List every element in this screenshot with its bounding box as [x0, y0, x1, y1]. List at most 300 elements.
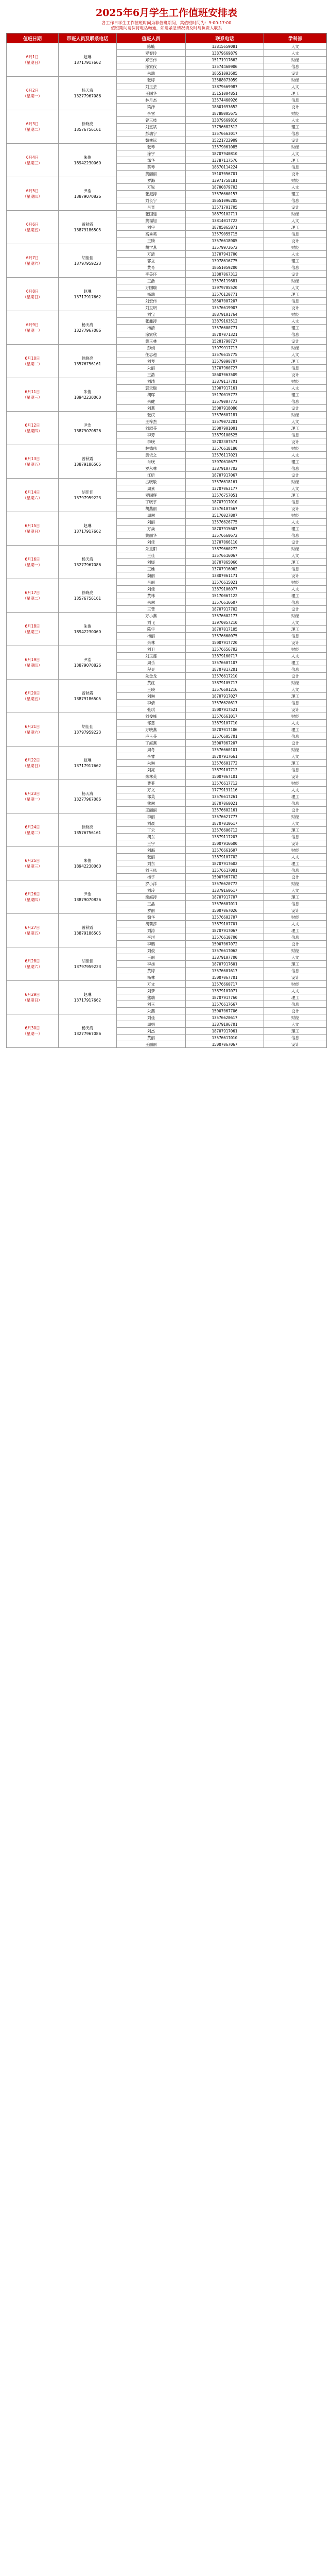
duty-date-cell	[7, 546, 59, 579]
staff-phone: 18601093652	[186, 104, 264, 110]
duty-leader-cell	[59, 914, 117, 947]
staff-name: 占晓敏	[117, 479, 186, 485]
staff-phone: 13907917161	[186, 385, 264, 392]
staff-department: 信息	[264, 432, 327, 438]
leader-name: 赵琳	[83, 758, 92, 762]
staff-name: 蔡琴	[117, 164, 186, 171]
staff-name: 万小燕	[117, 613, 186, 619]
table-row	[7, 278, 327, 284]
staff-department: 信息	[264, 968, 327, 974]
leader-phone: 13277967086	[74, 328, 101, 333]
staff-phone: 13707066110	[186, 539, 264, 546]
duty-leader-cell	[59, 144, 117, 177]
staff-phone: 18707065066	[186, 559, 264, 566]
staff-phone: 18707917702	[186, 606, 264, 613]
staff-phone: 13576620772	[186, 880, 264, 887]
staff-phone: 13576617010	[186, 1035, 264, 1041]
duty-date: 6月7日	[26, 256, 39, 260]
staff-name: 周琳	[117, 512, 186, 519]
staff-name: 朱林	[117, 639, 186, 646]
duty-date: 6月2日	[26, 88, 39, 93]
staff-phone: 13879669987	[186, 83, 264, 90]
staff-department: 设计	[264, 874, 327, 880]
staff-phone: 13576605701	[186, 733, 264, 740]
staff-phone: 13879669879	[186, 50, 264, 57]
staff-name: 王丽丽	[117, 807, 186, 814]
staff-phone: 13787117576	[186, 157, 264, 164]
staff-name: 刘海	[117, 847, 186, 854]
table-row	[7, 77, 327, 83]
staff-name: 朱瑞	[117, 70, 186, 77]
staff-department: 设计	[264, 171, 327, 177]
leader-name: 赵琳	[83, 523, 92, 528]
staff-name: 刘燕	[117, 405, 186, 412]
staff-phone: 13707960727	[186, 365, 264, 371]
staff-name: 周素	[117, 485, 186, 492]
header-staff: 值班人员	[117, 33, 186, 43]
staff-name: 卢玉芬	[117, 733, 186, 740]
staff-name: 罗国辉	[117, 492, 186, 499]
leader-name: 曾秋霞	[81, 691, 94, 696]
leader-phone: 13879070826	[74, 194, 101, 199]
duty-date-cell	[7, 144, 59, 177]
staff-phone: 18705065871	[186, 224, 264, 231]
staff-name: 涂家仪	[117, 63, 186, 70]
staff-name: 丁海燕	[117, 740, 186, 747]
duty-weekday: （星期四）	[23, 663, 42, 668]
duty-leader-cell	[59, 880, 117, 914]
duty-date: 6月20日	[25, 691, 40, 696]
staff-name: 王丽	[117, 954, 186, 961]
staff-department: 财经	[264, 1014, 327, 1021]
staff-phone: 15007067026	[186, 907, 264, 914]
staff-department: 理工	[264, 793, 327, 800]
staff-name: 刘宇	[117, 224, 186, 231]
duty-date-cell	[7, 914, 59, 947]
staff-department: 财经	[264, 412, 327, 418]
duty-weekday: （星期五）	[23, 228, 42, 232]
table-row	[7, 445, 327, 452]
staff-name: 刘玉凤	[117, 867, 186, 874]
staff-phone: 13879160617	[186, 887, 264, 894]
duty-date: 6月19日	[25, 657, 40, 662]
staff-name: 陈毓	[117, 43, 186, 50]
leader-phone: 13717917662	[74, 529, 101, 534]
staff-phone: 13879107702	[186, 854, 264, 860]
duty-leader-cell	[59, 713, 117, 747]
duty-leader-cell	[59, 646, 117, 680]
table-body	[7, 43, 327, 1048]
staff-name: 丁晓宇	[117, 499, 186, 505]
duty-date: 6月25日	[25, 858, 40, 863]
staff-name: 刘杰	[117, 1028, 186, 1035]
duty-date-cell	[7, 1014, 59, 1048]
table-row	[7, 780, 327, 787]
staff-department: 设计	[264, 271, 327, 278]
table-row	[7, 713, 327, 720]
staff-name: 王国华	[117, 90, 186, 97]
staff-department: 人文	[264, 988, 327, 994]
table-row	[7, 847, 327, 854]
staff-phone: 15007901001	[186, 425, 264, 432]
staff-name: 魏林远	[117, 137, 186, 144]
staff-name: 刘玉莲	[117, 653, 186, 659]
staff-department: 信息	[264, 398, 327, 405]
staff-name: 朱林英	[117, 773, 186, 780]
staff-name: 王晓	[117, 686, 186, 693]
duty-leader-cell	[59, 546, 117, 579]
staff-phone: 15170067122	[186, 592, 264, 599]
duty-weekday: （星期二）	[23, 127, 42, 132]
leader-phone: 13797959223	[74, 964, 101, 969]
staff-name: 刘晨	[117, 820, 186, 827]
staff-name: 张振涛	[117, 191, 186, 197]
staff-department: 人文	[264, 217, 327, 224]
staff-department: 理工	[264, 994, 327, 1001]
staff-department: 理工	[264, 325, 327, 331]
leader-phone: 13277967086	[74, 94, 101, 98]
duty-date-cell	[7, 880, 59, 914]
staff-phone: 18700879703	[186, 184, 264, 191]
duty-leader-cell	[59, 479, 117, 512]
leader-phone: 13879186505	[74, 462, 101, 467]
staff-department: 信息	[264, 767, 327, 773]
staff-department: 设计	[264, 438, 327, 445]
staff-department: 人文	[264, 519, 327, 526]
duty-leader-cell	[59, 345, 117, 378]
duty-weekday: （星期四）	[23, 429, 42, 433]
staff-phone: 13576617712	[186, 780, 264, 787]
duty-date-cell	[7, 43, 59, 77]
duty-date-cell	[7, 77, 59, 110]
table-row	[7, 546, 327, 552]
staff-name: 黄依之	[117, 452, 186, 459]
leader-name: 杨天海	[81, 557, 94, 562]
staff-name: 王浩	[117, 371, 186, 378]
staff-name: 王丽丽	[117, 1041, 186, 1048]
leader-phone: 13576756161	[74, 596, 101, 601]
staff-name: 王蕾	[117, 606, 186, 613]
duty-date: 6月26日	[25, 892, 40, 896]
duty-date-cell	[7, 479, 59, 512]
table-row	[7, 144, 327, 150]
staff-phone: 15007067702	[186, 874, 264, 880]
staff-name: 肖丽	[117, 579, 186, 586]
staff-phone: 13576617667	[186, 1001, 264, 1008]
duty-date-cell	[7, 713, 59, 747]
duty-weekday: （星期一）	[23, 328, 42, 333]
staff-department: 信息	[264, 834, 327, 840]
duty-date: 6月16日	[25, 557, 40, 562]
duty-weekday: （星期二）	[23, 362, 42, 366]
duty-leader-cell	[59, 412, 117, 445]
staff-name: 朱金龙	[117, 673, 186, 680]
staff-name: 刘卫明	[117, 304, 186, 311]
staff-department: 财经	[264, 77, 327, 83]
staff-phone: 13576607181	[186, 412, 264, 418]
staff-phone: 13576619907	[186, 304, 264, 311]
staff-phone: 18707940810	[186, 150, 264, 157]
staff-department: 财经	[264, 278, 327, 284]
staff-department: 设计	[264, 706, 327, 713]
duty-schedule-table	[6, 33, 327, 1048]
duty-date-cell	[7, 512, 59, 546]
staff-phone: 13879107712	[186, 767, 264, 773]
staff-phone: 18707917601	[186, 961, 264, 968]
staff-phone: 13879105717	[186, 680, 264, 686]
staff-department: 人文	[264, 284, 327, 291]
leader-phone: 13879070826	[74, 663, 101, 668]
staff-name: 周冬	[117, 747, 186, 753]
staff-phone: 13576660101	[186, 747, 264, 753]
staff-department: 设计	[264, 104, 327, 110]
duty-date-cell	[7, 211, 59, 244]
staff-phone: 13879107071	[186, 988, 264, 994]
staff-name: 杨丽	[117, 633, 186, 639]
staff-department: 信息	[264, 566, 327, 572]
staff-name: 彭娟	[117, 345, 186, 351]
table-row	[7, 378, 327, 385]
duty-weekday: （星期二）	[23, 831, 42, 835]
staff-phone: 15151004851	[186, 90, 264, 97]
staff-department: 财经	[264, 177, 327, 184]
leader-name: 赵琳	[83, 992, 92, 997]
staff-name: 朱燕	[117, 1008, 186, 1014]
duty-date: 6月30日	[25, 1026, 40, 1030]
table-row	[7, 311, 327, 318]
duty-date: 6月17日	[25, 590, 40, 595]
duty-weekday: （星期六）	[23, 496, 42, 500]
staff-department: 信息	[264, 532, 327, 539]
staff-department: 理工	[264, 157, 327, 164]
staff-name: 万文	[117, 981, 186, 988]
staff-phone: 13879163512	[186, 318, 264, 325]
staff-phone: 13574460926	[186, 97, 264, 104]
table-row	[7, 680, 327, 686]
staff-department: 人文	[264, 150, 327, 157]
staff-name: 朱琳	[117, 760, 186, 767]
staff-department: 人文	[264, 619, 327, 626]
staff-name: 胡莉莎	[117, 921, 186, 927]
staff-phone: 13576601216	[186, 686, 264, 693]
staff-phone: 18702307571	[186, 438, 264, 445]
staff-name: 王腾	[117, 238, 186, 244]
staff-department: 信息	[264, 666, 327, 673]
staff-name: 李芳	[117, 432, 186, 438]
duty-date-cell	[7, 412, 59, 445]
staff-name: 刘琴	[117, 358, 186, 365]
staff-department: 财经	[264, 479, 327, 485]
staff-phone: 13576618161	[186, 479, 264, 485]
staff-phone: 13579061085	[186, 144, 264, 150]
staff-phone: 13576117021	[186, 452, 264, 459]
staff-department: 理工	[264, 459, 327, 465]
staff-department: 信息	[264, 63, 327, 70]
staff-name: 张庆	[117, 412, 186, 418]
staff-phone: 13879117207	[186, 834, 264, 840]
leader-phone: 13879070826	[74, 429, 101, 433]
table-row	[7, 646, 327, 653]
staff-phone: 13814017722	[186, 217, 264, 224]
staff-department: 理工	[264, 191, 327, 197]
staff-name: 林德伟	[117, 445, 186, 452]
staff-department: 信息	[264, 934, 327, 941]
staff-phone: 13579055715	[186, 231, 264, 238]
duty-date-cell	[7, 613, 59, 646]
leader-phone: 13879070826	[74, 897, 101, 902]
duty-leader-cell	[59, 43, 117, 77]
staff-name: 罗小洋	[117, 880, 186, 887]
leader-name: 胡佳佳	[81, 959, 94, 963]
staff-phone: 18651059200	[186, 264, 264, 271]
table-row	[7, 1014, 327, 1021]
staff-phone: 13879117701	[186, 378, 264, 385]
table-row	[7, 613, 327, 619]
staff-phone: 15007067706	[186, 1008, 264, 1014]
staff-phone: 13576660075	[186, 633, 264, 639]
staff-department: 信息	[264, 599, 327, 606]
staff-phone: 18607007207	[186, 298, 264, 304]
staff-phone: 13807067312	[186, 271, 264, 278]
staff-name: 刘佳	[117, 539, 186, 546]
staff-phone: 13576626775	[186, 519, 264, 526]
duty-leader-cell	[59, 613, 117, 646]
staff-phone: 17779131116	[186, 787, 264, 793]
staff-name: 郑雪伟	[117, 57, 186, 63]
staff-name: 刘宝	[117, 311, 186, 318]
duty-weekday: （星期日）	[23, 998, 42, 1003]
staff-department: 财经	[264, 546, 327, 552]
staff-department: 人文	[264, 787, 327, 793]
staff-department: 理工	[264, 392, 327, 398]
duty-date-cell	[7, 311, 59, 345]
staff-department: 设计	[264, 70, 327, 77]
leader-phone: 13797959223	[74, 261, 101, 266]
duty-leader-cell	[59, 1014, 117, 1048]
leader-phone: 18942230060	[74, 630, 101, 634]
staff-phone: 13879107702	[186, 465, 264, 472]
staff-phone: 18651093605	[186, 70, 264, 77]
staff-name: 黄福旭	[117, 217, 186, 224]
staff-name: 曾三枝	[117, 117, 186, 124]
staff-name: 刘宜斌	[117, 124, 186, 130]
staff-department: 设计	[264, 1008, 327, 1014]
leader-name: 胡佳佳	[81, 490, 94, 495]
staff-name: 郭天瑞	[117, 385, 186, 392]
staff-phone: 13576607107	[186, 659, 264, 666]
staff-phone: 13576615021	[186, 579, 264, 586]
duty-date-cell	[7, 947, 59, 981]
staff-name: 邹华	[117, 157, 186, 164]
staff-phone: 15107056701	[186, 171, 264, 177]
duty-leader-cell	[59, 780, 117, 814]
staff-name: 丁云	[117, 827, 186, 834]
staff-department: 财经	[264, 713, 327, 720]
staff-department: 人文	[264, 318, 327, 325]
staff-phone: 13879106077	[186, 586, 264, 592]
table-row	[7, 814, 327, 820]
staff-name: 刘亮	[117, 767, 186, 773]
staff-name: 胡东	[117, 834, 186, 840]
staff-phone: 15201790727	[186, 338, 264, 345]
staff-phone: 18707917707	[186, 894, 264, 901]
staff-name: 黄奇	[117, 264, 186, 271]
staff-department: 财经	[264, 680, 327, 686]
staff-phone: 13879660272	[186, 546, 264, 552]
staff-department: 人文	[264, 351, 327, 358]
duty-date: 6月18日	[25, 624, 40, 629]
staff-department: 信息	[264, 130, 327, 137]
table-row	[7, 747, 327, 753]
staff-department: 理工	[264, 492, 327, 499]
duty-date-cell	[7, 780, 59, 814]
staff-department: 财经	[264, 914, 327, 921]
leader-phone: 13277967086	[74, 1031, 101, 1036]
staff-department: 信息	[264, 164, 327, 171]
leader-name: 曾秋霞	[81, 222, 94, 227]
staff-department: 财经	[264, 110, 327, 117]
staff-name: 梁泽	[117, 104, 186, 110]
staff-phone: 13971758181	[186, 177, 264, 184]
staff-name: 刘俊	[117, 947, 186, 954]
staff-department: 财经	[264, 311, 327, 318]
staff-phone: 18879101764	[186, 311, 264, 318]
leader-name: 赵琳	[83, 289, 92, 294]
staff-name: 黄玉林	[117, 338, 186, 345]
staff-department: 财经	[264, 345, 327, 351]
staff-phone: 13879106701	[186, 1021, 264, 1028]
staff-phone: 13576660672	[186, 532, 264, 539]
duty-leader-cell	[59, 680, 117, 713]
staff-phone: 13576621777	[186, 814, 264, 820]
duty-leader-cell	[59, 110, 117, 144]
duty-leader-cell	[59, 211, 117, 244]
table-row	[7, 579, 327, 586]
table-row	[7, 345, 327, 351]
staff-department: 理工	[264, 827, 327, 834]
duty-date: 6月4日	[26, 155, 39, 160]
staff-department: 信息	[264, 1035, 327, 1041]
staff-department: 理工	[264, 291, 327, 298]
staff-phone: 13879100525	[186, 432, 264, 438]
staff-name: 李雪	[117, 110, 186, 117]
staff-phone: 13979917713	[186, 345, 264, 351]
staff-department: 设计	[264, 371, 327, 378]
staff-department: 人文	[264, 954, 327, 961]
staff-name: 刘玲	[117, 887, 186, 894]
leader-name: 徐晓亮	[81, 122, 94, 126]
staff-department: 财经	[264, 847, 327, 854]
staff-name: 万焱	[117, 526, 186, 532]
staff-department: 设计	[264, 740, 327, 747]
staff-name: 朱丽	[117, 365, 186, 371]
staff-department: 人文	[264, 753, 327, 760]
staff-name: 曹菲	[117, 780, 186, 787]
duty-date: 6月24日	[25, 825, 40, 829]
duty-leader-cell	[59, 278, 117, 311]
staff-name: 肖奇	[117, 204, 186, 211]
staff-name: 涂家欣	[117, 331, 186, 338]
staff-department: 人文	[264, 117, 327, 124]
staff-phone: 13576656702	[186, 646, 264, 653]
leader-phone: 13797959223	[74, 730, 101, 735]
staff-phone: 18707917010	[186, 499, 264, 505]
staff-department: 理工	[264, 559, 327, 566]
staff-phone: 13579072201	[186, 418, 264, 425]
leader-name: 杨天海	[81, 791, 94, 796]
duty-leader-cell	[59, 512, 117, 546]
duty-date-cell	[7, 646, 59, 680]
